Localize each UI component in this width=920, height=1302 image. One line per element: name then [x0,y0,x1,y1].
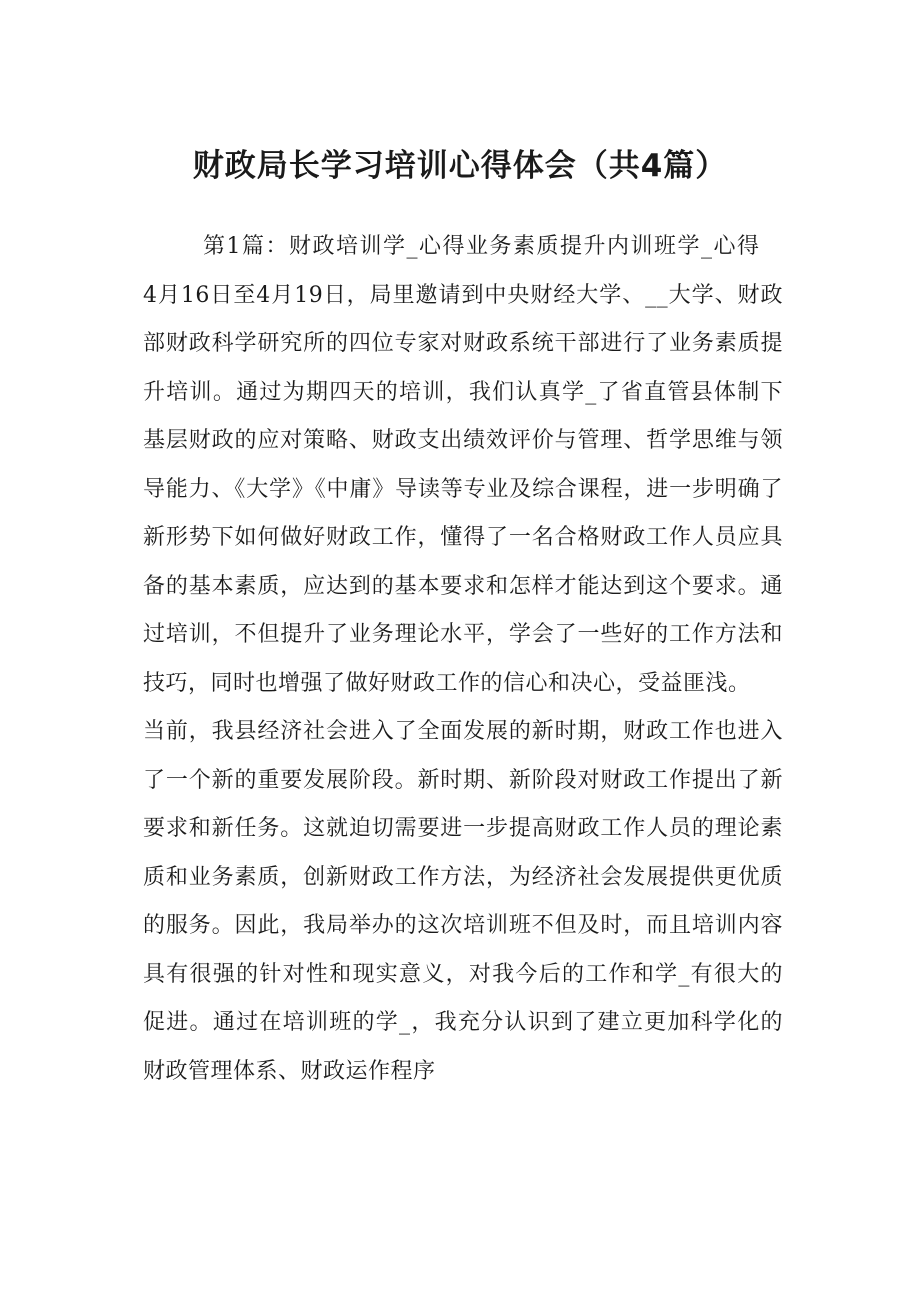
document-body [143,223,783,1096]
document-title: 财政局长学习培训心得体会（共4篇） [192,148,728,184]
body-paragraph-current-situation: 当前，我县经济社会进入了全面发展的新时期，财政工作也进入了一个新的重要发展阶段。新时期、新阶段对财政工作提出了新要求和新任务。这就迫切需要进一步提高财政工作人员的理论素质和业务素质，创新财政工作方法，为经济社会发展提供更优质的服务。因此，我局举办的这次培训班不但及时，而且培训内容具有很强的针对性和现实意义，对我今后的工作和学_有很大的促进。通过在培训班的学_，我充分认识到了建立更加科学化的财政管理体系、财政运作程序 [143,719,783,1084]
body-paragraph-training-summary: 4月16日至4月19日，局里邀请到中央财经大学、__大学、财政部财政科学研究所的四位专家对财政系统干部进行了业务素质提升培训。通过为期四天的培训，我们认真学_了省直管县体制下基层财政的应对策略、财政支出绩效评价与管理、哲学思维与领导能力、《大学》《中庸》导读等专业及综合课程，进一步明确了新形势下如何做好财政工作，懂得了一名合格财政工作人员应具备的基本素质，应达到的基本要求和怎样才能达到这个要求。通过培训，不但提升了业务理论水平，学会了一些好的工作方法和技巧，同时也增强了做好财政工作的信心和决心，受益匪浅。 [143,282,783,696]
section-heading-paragraph: 第1篇：财政培训学_心得业务素质提升内训班学_心得 [203,234,761,259]
